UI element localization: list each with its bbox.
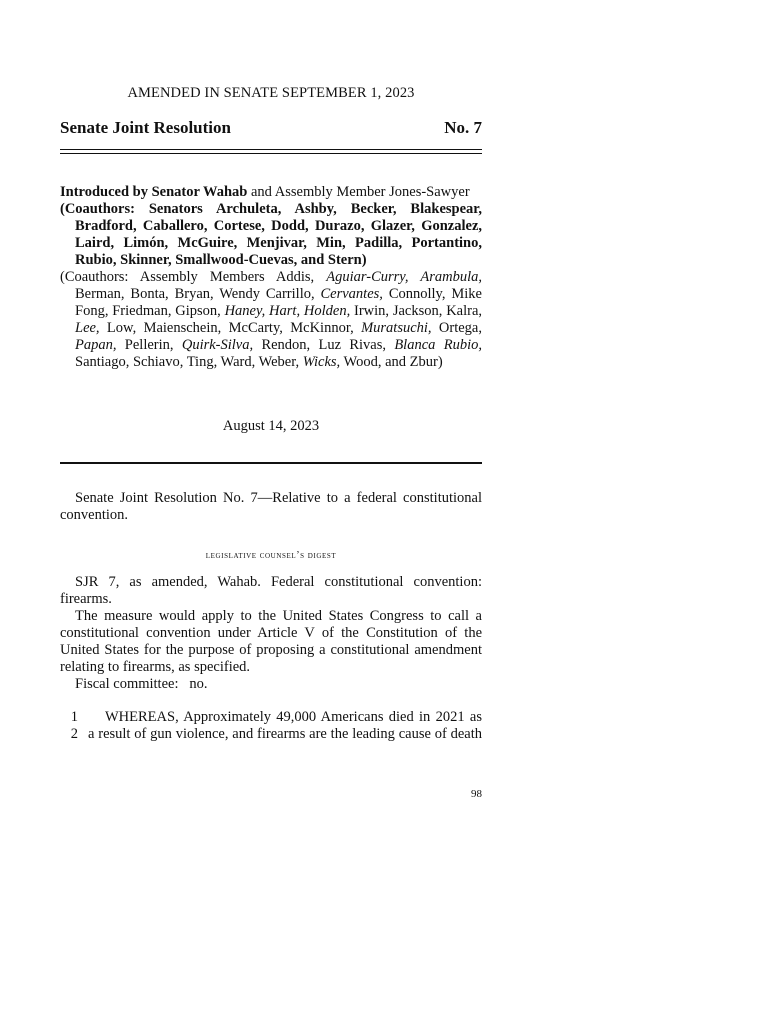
coauthor-names: (Coauthors: Assembly Members Addis,: [60, 269, 327, 285]
coauthor-name-italic: Haney, Hart, Holden,: [224, 303, 351, 319]
coauthor-name-italic: Quirk-Silva,: [181, 337, 254, 353]
coauthor-names: Ortega,: [431, 320, 482, 336]
measure-type: Senate Joint Resolution: [60, 118, 231, 137]
coauthor-names: Santiago, Schiavo, Ting, Ward, Weber,: [75, 354, 303, 370]
line-text: a result of gun violence, and firearms are the leading cause of death: [88, 726, 482, 742]
coauthor-names: Wood, and Zbur): [340, 354, 443, 370]
fiscal-label: Fiscal committee:: [75, 676, 179, 692]
measure-title-row: [60, 118, 482, 138]
senate-coauthors: (Coauthors: Senators Archuleta, Ashby, Becker, Blakespear, Bradford, Caballero, Cortese, Dodd, Durazo, Glazer, Gonzalez, Laird, Limón, McGuire, Menjivar, Min, Padilla, Portantino, Rubio, Skinner, Smallwood-Cuevas, and Stern): [60, 201, 482, 268]
introduced-date: August 14, 2023: [222, 418, 320, 434]
resolution-body: [60, 709, 482, 743]
digest-block: [60, 574, 482, 693]
coauthor-name-italic: Aguiar-Curry, Arambula,: [326, 269, 482, 285]
coauthor-names: Berman, Bonta, Bryan, Wendy Carrillo,: [75, 286, 321, 302]
coauthor-name-italic: Blanca Rubio,: [394, 337, 482, 353]
amended-line: AMENDED IN SENATE SEPTEMBER 1, 2023: [127, 85, 415, 101]
body-line: [60, 709, 482, 726]
line-number: 2: [70, 726, 78, 742]
coauthor-name-italic: Papan,: [75, 337, 117, 353]
resolution-title: Senate Joint Resolution No. 7—Relative to a federal constitutional convention.: [60, 490, 482, 523]
coauthor-name-italic: Muratsuchi,: [361, 320, 432, 336]
digest-description: The measure would apply to the United States Congress to call a constitutional convention under Article V of the Constitution of the United States for the purpose of proposing a constitutional amendment relating to firearms, as specified.: [60, 608, 482, 675]
line-text: WHEREAS, Approximately 49,000 Americans died in 2021 as: [105, 709, 482, 725]
assembly-author: and Assembly Member Jones-Sawyer: [247, 184, 470, 200]
coauthor-name-italic: Lee,: [75, 320, 100, 336]
body-line: [60, 726, 482, 743]
measure-number: No. 7: [444, 118, 482, 137]
coauthor-name-italic: Cervantes,: [320, 286, 383, 302]
coauthor-names: Rendon, Luz Rivas,: [253, 337, 395, 353]
section-rule: [60, 462, 482, 464]
digest-summary: SJR 7, as amended, Wahab. Federal constitutional convention: firearms.: [60, 574, 482, 607]
header-double-rule: [60, 149, 482, 154]
coauthor-name-italic: Wicks,: [302, 354, 341, 370]
digest-heading: legislative counsel’s digest: [205, 550, 337, 561]
authors-block: [60, 184, 482, 371]
fiscal-committee: [60, 676, 482, 693]
introduced-by: Introduced by Senator Wahab: [60, 184, 248, 200]
assembly-coauthors: [60, 269, 482, 371]
coauthor-names: Pellerin,: [116, 337, 182, 353]
introduced-by-paragraph: [60, 184, 482, 201]
line-number: 1: [70, 709, 78, 725]
fiscal-value: no.: [189, 676, 208, 692]
coauthor-names: Irwin, Jackson, Kalra,: [350, 303, 483, 319]
coauthor-names: Low, Maienschein, McCarty, McKinnor,: [99, 320, 362, 336]
coauthor-names: Connolly, Mike Fong, Friedman, Gipson,: [75, 286, 482, 319]
page-number: 98: [471, 788, 482, 800]
